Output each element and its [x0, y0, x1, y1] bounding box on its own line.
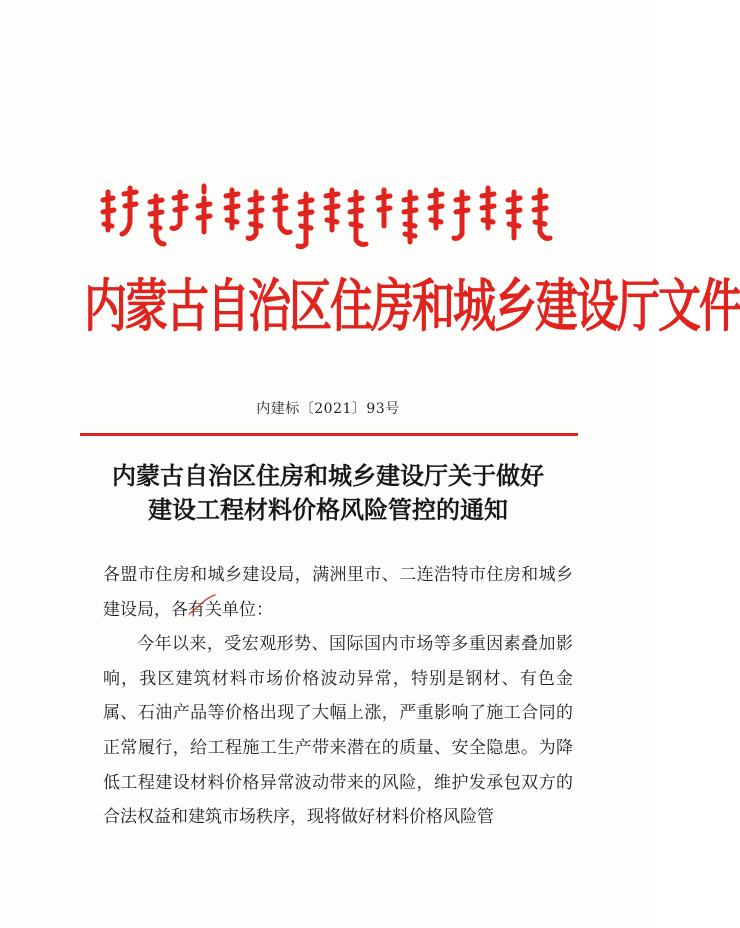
notice-body	[103, 558, 573, 835]
body-paragraph-1: 今年以来，受宏观形势、国际国内市场等多重因素叠加影响，我区建筑材料市场价格波动异常，特别是钢材、有色金属、石油产品等价格出现了大幅上涨，严重影响了施工合同的正常履行，给工程施工生产带来潜在的质量、安全隐患。为降低工程建设材料价格异常波动带来的风险，维护发承包双方的合法权益和建筑市场秩序，现将做好材料价格风险管	[103, 634, 573, 828]
red-divider-line	[80, 433, 578, 436]
agency-document-title: 内蒙古自治区住房和城乡建设厅文件	[84, 273, 740, 340]
notice-title-line-1: 内蒙古自治区住房和城乡建设厅关于做好	[112, 461, 544, 490]
mongolian-script-heading	[100, 182, 560, 254]
addressee-paragraph: 各盟市住房和城乡建设局，满洲里市、二连浩特市住房和城乡建设局，各有关单位：	[103, 565, 573, 620]
notice-title-line-2: 建设工程材料价格风险管控的通知	[148, 495, 508, 524]
document-number: 内建标〔2021〕93号	[256, 401, 400, 417]
handwritten-pen-mark	[187, 594, 217, 616]
